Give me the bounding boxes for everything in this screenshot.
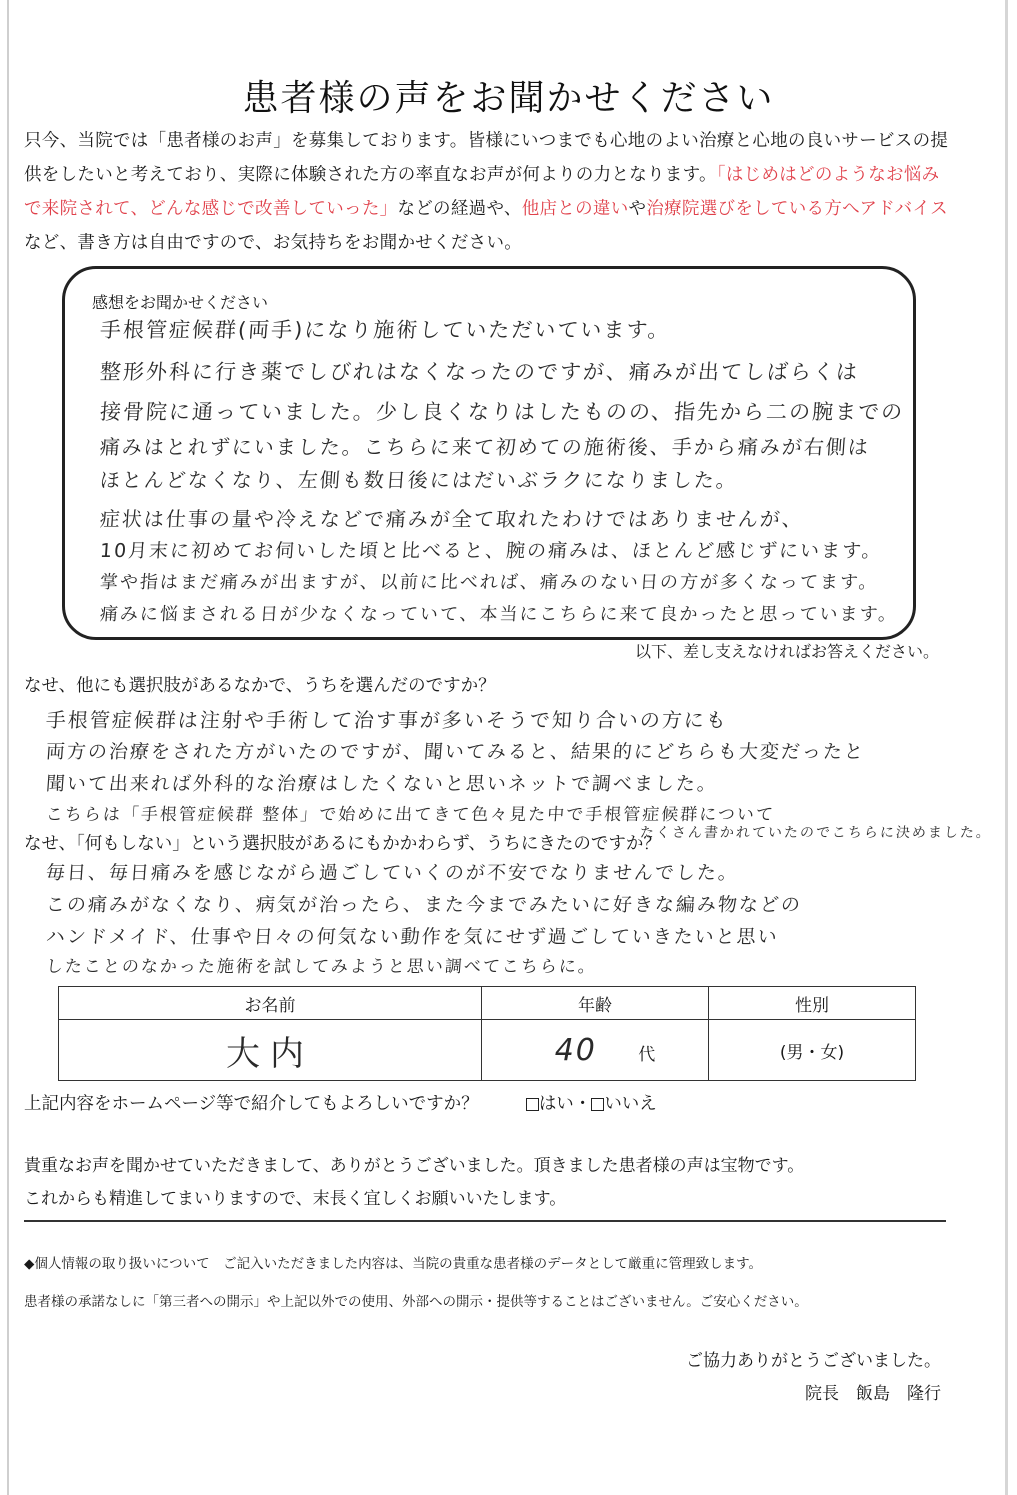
impression-line: 接骨院に通っていました。少し良くなりはしたものの、指先から二の腕までの [99, 400, 905, 424]
answer-2-line: ハンドメイド、仕事や日々の何気ない動作を気にせず過ごしていきたいと思い [45, 926, 780, 948]
answer-1-line: たくさん書かれていたのでこちらに決めました。 [639, 825, 993, 841]
page-edge-left [7, 0, 9, 1495]
impression-line: 掌や指はまだ痛みが出ますが、以前に比べれば、痛みのない日の方が多くなってます。 [99, 572, 880, 593]
name-cell[interactable] [59, 1020, 482, 1081]
consent-yes-checkbox[interactable] [526, 1098, 539, 1111]
gender-options: (男・女) [779, 1042, 845, 1063]
thanks-line-2: これからも精進してまいりますので、末長く宜しくお願いいたします。 [24, 1189, 567, 1209]
consent-separator: ・ [573, 1094, 592, 1114]
consent-row [24, 1090, 657, 1115]
age-header: 年齢 [482, 987, 709, 1020]
intro-text-3: や [628, 199, 647, 219]
privacy-line-1: ◆個人情報の取り扱いについて ご記入いただきました内容は、当院の貴重な患者様のデータとして厳重に管理致します。 [24, 1256, 763, 1272]
answer-2-line: 毎日、毎日痛みを感じながら過ごしていくのが不安でなりませんでした。 [45, 862, 740, 884]
impression-line: 痛みに悩まされる日が少なくなっていて、本当にこちらに来て良かったと思っています。 [99, 604, 899, 625]
age-unit: 代 [638, 1044, 656, 1065]
closing-block [686, 1345, 941, 1411]
question-1: なせ、他にも選択肢があるなかで、うちを選んだのですか？ [24, 676, 496, 696]
intro-text-2: などの経過や、 [397, 199, 522, 219]
impression-line: 手根管症候群(両手)になり施術していただいています。 [99, 318, 672, 342]
intro-text-4: など、書き方は自由ですので、お気持ちをお聞かせください。 [24, 233, 523, 253]
answer-1-line: 手根管症候群は注射や手術して治す事が多いそうで知り合いの方にも [45, 708, 729, 732]
privacy-notice [24, 1245, 808, 1321]
answer-1-line: こちらは「手根管症候群 整体」で始めに出てきて色々見た中で手根管症候群について [45, 805, 776, 825]
director-signature: 院長 飯島 隆行 [805, 1384, 941, 1404]
thanks-message [24, 1150, 804, 1216]
name-value: 大内 [226, 1033, 314, 1074]
page-edge-right [1005, 0, 1008, 1495]
consent-no-label: いいえ [604, 1094, 657, 1114]
intro-highlight-1: 「はじめはどのようなお悩みで来院されて、どんな感じで改善していった」 [24, 165, 940, 219]
intro-paragraph [24, 124, 954, 260]
consent-no-checkbox[interactable] [591, 1098, 604, 1111]
age-cell[interactable] [482, 1020, 709, 1081]
intro-text-1: 只今、当院では「患者様のお声」を募集しております。皆様にいつまでも心地のよい治療と心地の良いサービスの提供をしたいと考えており、実際に体験された方の率直なお声が何よりの力となります。 [24, 131, 949, 185]
page-title: 患者様の声をお聞かせください [242, 78, 775, 119]
consent-yes-label: はい [538, 1094, 574, 1114]
impression-line: ほとんどなくなり、左側も数日後にはだいぶラクになりました。 [99, 468, 739, 492]
consent-question: 上記内容をホームページ等で紹介してもよろしいですか？ [24, 1094, 479, 1114]
answer-2-line: したことのなかった施術を試してみようと思い調べてこちらに。 [45, 957, 598, 977]
privacy-line-2: 患者様の承諾なしに「第三者への開示」や上記以外での使用、外部への開示・提供等することはございません。ご安心ください。 [24, 1294, 808, 1310]
impression-line: 整形外科に行き薬でしびれはなくなったのですが、痛みが出てしばらくは [99, 360, 860, 384]
name-header: お名前 [59, 987, 482, 1020]
thanks-line-1: 貴重なお声を聞かせていただきまして、ありがとうございました。頂きました患者様の声は宝物です。 [24, 1156, 805, 1176]
gender-header: 性別 [709, 987, 916, 1020]
impression-line: 痛みはとれずにいました。こちらに来て初めての施術後、手から痛みが右側は [99, 435, 871, 459]
answer-2-line: この痛みがなくなり、病気が治ったら、また今までみたいに好きな編み物などの [45, 894, 803, 916]
intro-highlight-3: 治療院選びをしている方へアドバイス [646, 199, 948, 219]
answer-1-line: 両方の治療をされた方がいたのですが、聞いてみると、結果的にどちらも大変だったと [45, 741, 866, 763]
impression-label: 感想をお聞かせください [92, 293, 269, 312]
divider [24, 1220, 946, 1222]
gender-cell[interactable] [709, 1020, 916, 1081]
age-value: 40 [554, 1032, 597, 1068]
intro-highlight-2: 他店との違い [521, 199, 629, 219]
impression-line: 症状は仕事の量や冷えなどで痛みが全て取れたわけではありませんが、 [99, 507, 805, 531]
closing-thanks: ご協力ありがとうございました。 [686, 1351, 941, 1371]
impression-line: 10月末に初めてお伺いした頃と比べると、腕の痛みは、ほとんど感じずにいます。 [99, 540, 884, 562]
answer-1-line: 聞いて出来れば外科的な治療はしたくないと思いネットで調べました。 [45, 773, 719, 795]
info-table [58, 986, 916, 1081]
optional-note: 以下、差し支えなければお答えください。 [634, 642, 939, 661]
question-2: なせ、「何もしない」という選択肢があるにもかかわらず、うちにきたのですか？ [24, 834, 661, 854]
